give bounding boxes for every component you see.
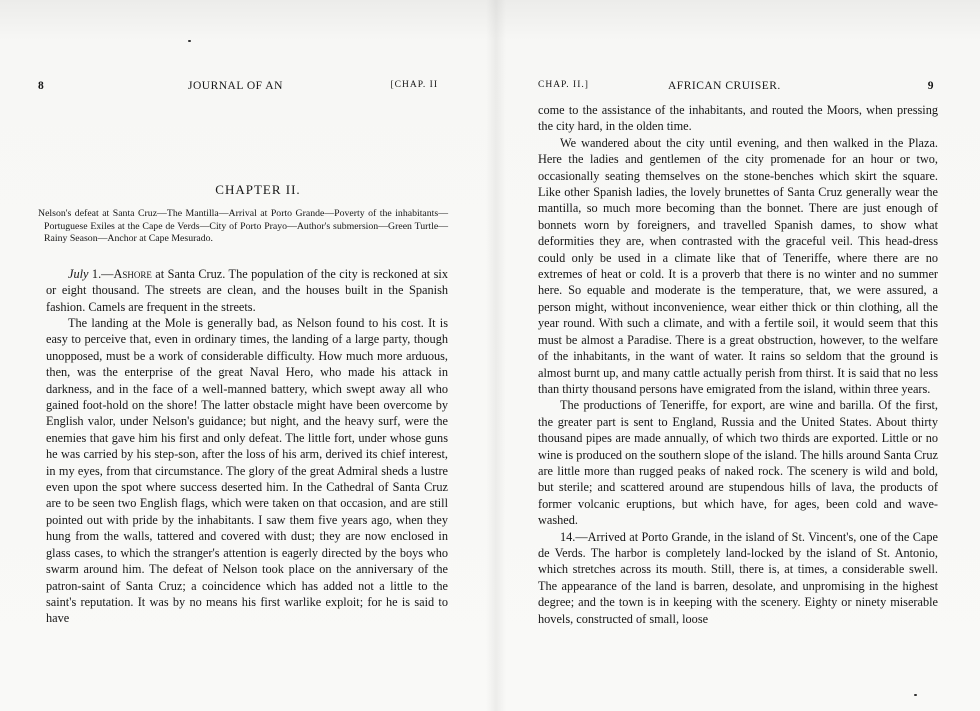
right-paragraph-1: come to the assistance of the inhabitants, and routed the Moors, when pressing the city hard, in the olden time.	[538, 103, 938, 134]
dateline-month: July	[68, 266, 89, 281]
right-body-text	[538, 102, 938, 627]
right-paragraph-4: 14.—Arrived at Porto Grande, in the island of St. Vincent's, one of the Cape de Verds. The harbor is completely land-locked by the island of St. Antonio, which stretches across its mouth. Still, there is, at times, a considerable swell. The appearance of the land is barren, desolate, and unpromising in the highest degree; and the town is in keeping with the scenery. Eighty or ninety miserable hovels, constructed of small, loose	[538, 529, 938, 626]
right-paragraph-3: The productions of Teneriffe, for export, are wine and barilla. Of the first, the greater part is sent to England, Russia and the United States. About thirty thousand pipes are made annually, of which two thirds are exported. Little or no wine is produced on the southern slope of the island. The hills around Santa Cruz are little more than rugged peaks of naked rock. The scenery is wild and bold, but sterile; and scattered around are stupendous hills of lava, the products of former volcanic eruptions, but which have, for ages, been cold and wave-washed.	[538, 398, 938, 528]
chapter-summary: Nelson's defeat at Santa Cruz—The Mantilla—Arrival at Porto Grande—Poverty of the inhabitants—Portuguese Exiles at the Cape de Verds—City of Porto Prayo—Author's submersion—Green Turtle—Rainy Season—Anchor at Cape Mesurado.	[38, 208, 448, 245]
left-page	[38, 76, 448, 627]
right-paragraph-2: We wandered about the city until evening, and then walked in the Plaza. Here the ladies and gentlemen of the city promenade for an hour or two, occasionally seating themselves on the stone-benches which skirt the square. Like other Spanish ladies, the lovely brunettes of Santa Cruz generally wear the mantilla, so much more becoming than the bonnet. There are just enough of bonnets worn by foreigners, and travelled Spanish dames, to show what deformities they are, when contrasted with the graceful veil. This head-dress could only be used in a climate like that of Teneriffe, where there are no extremes of heat or cold. It is a proverb that there is no winter and no summer here. So equable and moderate is the temperature, that, we were assured, a person might, without inconvenience, wear either thick or thin clothing, all the year round. With such a climate, and with a fertile soil, it would seem that this must be almost a Paradise. There is a great obstruction, however, to the welfare of the inhabitants, in the want of water. It rains so seldom that the ground is almost burnt up, and many cattle actually perish from thirst. It is said that no less than thirty thousand persons have emigrated from the island, within three years.	[538, 135, 938, 396]
dateline-number: 1.—	[88, 266, 114, 281]
scan-speck	[188, 40, 191, 42]
left-running-title: JOURNAL OF AN	[188, 80, 283, 92]
right-running-chapter: CHAP. II.]	[538, 80, 589, 90]
lead-word: Ashore	[113, 266, 152, 281]
chapter-title: CHAPTER II.	[215, 182, 301, 197]
right-running-head	[538, 76, 938, 98]
right-running-title: AFRICAN CRUISER.	[668, 80, 781, 92]
right-page-number: 9	[927, 80, 934, 92]
left-body-text	[38, 266, 448, 627]
right-page	[538, 76, 938, 627]
left-running-chapter: [CHAP. II	[390, 80, 438, 90]
left-paragraph-1-text: at Santa Cruz. The population of the city is reckoned at six or eight thousand. The streets are clean, and the houses built in the Spanish fashion. Camels are frequent in the streets.	[46, 266, 448, 314]
scan-speck	[914, 694, 917, 696]
left-page-number: 8	[38, 80, 45, 92]
left-running-head	[38, 76, 448, 98]
left-paragraph-1	[46, 266, 448, 315]
book-gutter	[486, 0, 506, 711]
left-paragraph-2: The landing at the Mole is generally bad, as Nelson found to his cost. It is easy to perceive that, even in ordinary times, the landing of a large party, though unopposed, must be a work of considerable difficulty. How much more arduous, then, was the enterprise of the great Naval Hero, who made his attack in darkness, and in the face of a well-manned battery, which swept away all who gained foot-hold on the shore! The latter obstacle might have been overcome by English valor, under Nelson's guidance; but night, and the heavy surf, were the enemies that gave him his first and only defeat. The little fort, under whose guns he was carried by his step-son, after the loss of his arm, derived its chief interest, in my eyes, from that circumstance. The glory of the great Admiral sheds a lustre even upon the spot where success deserted him. In the Cathedral of Santa Cruz are to be seen two English flags, which were taken on that occasion, and are still pointed out with pride by the inhabitants. I saw them five years ago, when they hung from the walls, tattered and covered with dust; they are now enclosed in glass cases, to which the stranger's attention is eagerly directed by the boys who swarm around him. The defeat of Nelson took place on the anniversary of the patron-saint of Santa Cruz; a coincidence which has added not a little to the saint's reputation. It was by no means his first warlike exploit; for he is said to have	[46, 316, 448, 626]
